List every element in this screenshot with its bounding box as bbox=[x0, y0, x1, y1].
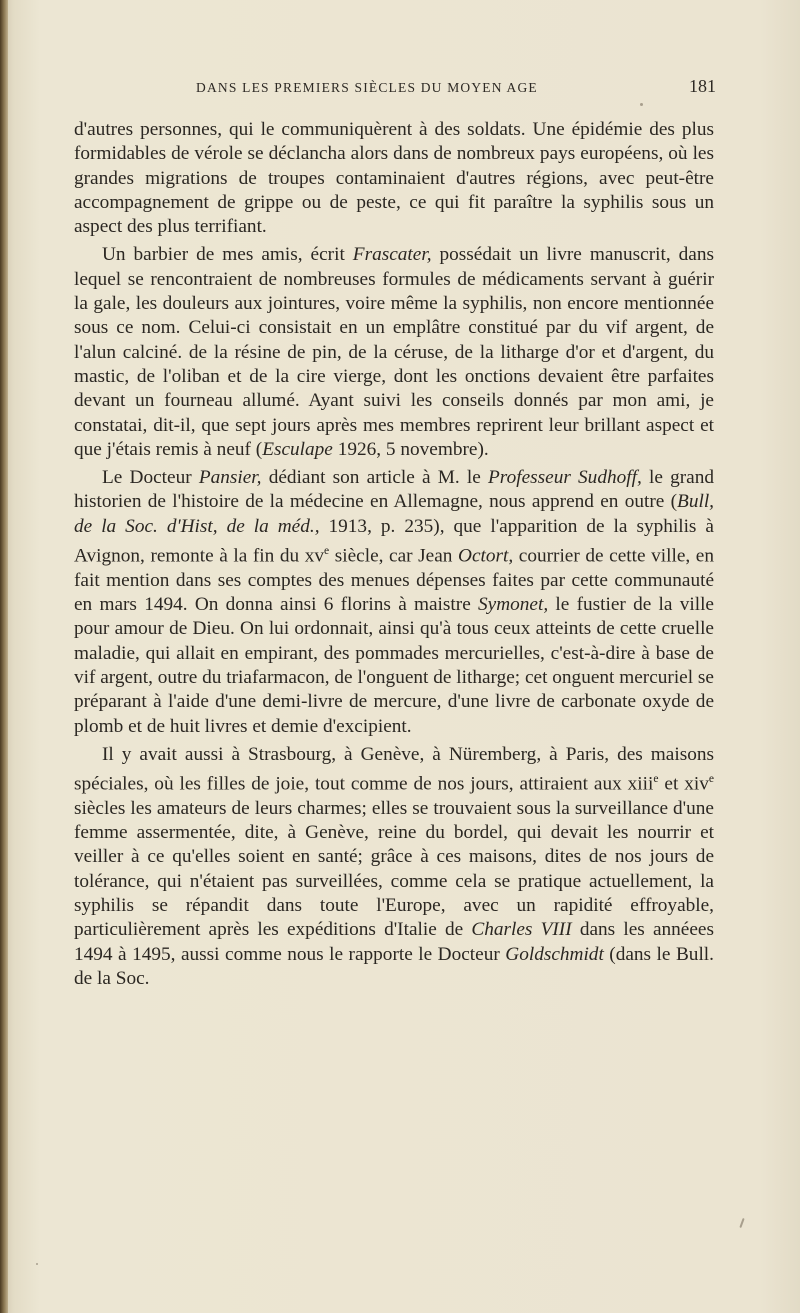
text-run: Un barbier de mes amis, écrit bbox=[102, 244, 353, 266]
superscript-run: e bbox=[653, 772, 659, 786]
text-run: dans les annéees 1494 à 1495, aussi comme nous le rapporte le Docteur bbox=[74, 919, 714, 965]
running-head bbox=[196, 76, 716, 98]
body-text bbox=[74, 118, 714, 991]
italic-run: Octort, bbox=[458, 545, 514, 567]
text-run: possédait un livre manuscrit, dans lequel se rencontraient de nombreuses formules de médicaments servant à guérir la gale, les douleurs aux jointures, voire même la syphilis, non encore mentionnée sous ce nom. Celui-ci consistait en un emplâtre constitué par du vif argent, de l'alun calciné. de la résine de pin, de la céruse, de la litharge d'or et d'argent, du mastic, de l'oliban et de la cire vierge, dont les onctions devaient être parfaites devant un fourneau allumé. Ayant suivi les conseils donnés par mon ami, je constatai, dit-il, que sept jours après mes membres reprirent leur brillant aspect et que j'étais remis à neuf ( bbox=[74, 244, 715, 460]
paragraph bbox=[74, 243, 714, 462]
italic-run: Esculape bbox=[262, 438, 333, 460]
text-run: siècles les amateurs de leurs charmes; elles se trouvaient sous la surveillance d'une femme assermentée, dite, à Genève, reine du bordel, qui devait les nourrir et veiller à ce qu'elles soient en santé; grâce à ces maisons, dites de nos jours de tolérance, qui n'étaient pas surveillées, comme cela se pratique actuellement, la syphilis se répandit dans toute l'Europe, avec un rapidité effroyable, particulièrement après les expéditions d'Italie de bbox=[74, 797, 714, 941]
italic-run: Goldschmidt bbox=[505, 943, 604, 965]
italic-run: Charles VIII bbox=[471, 919, 572, 941]
paper-speck bbox=[640, 103, 643, 106]
text-run: 1913, p. 235), que l'apparition de la syphilis à Avignon, remonte à la fin du xv bbox=[74, 515, 714, 567]
superscript-run: e bbox=[708, 772, 714, 786]
text-run: courrier de cette ville, en fait mention dans ses comptes des menues dépenses faites par cette communauté en mars 1494. On donna ainsi 6 florins à maistre bbox=[74, 545, 715, 616]
text-run: 1926, 5 novembre). bbox=[332, 438, 489, 460]
text-run: Il y avait aussi à Strasbourg, à Genève, à Nüremberg, à Paris, des maisons spéciales, où les filles de joie, tout comme de nos jours, attiraient aux xiii bbox=[74, 743, 714, 795]
paragraph bbox=[74, 118, 714, 239]
paragraph bbox=[74, 466, 714, 739]
text-run: le fustier de la ville pour amour de Dieu. On lui ordonnait, ainsi qu'à tous ceux atteints de cette cruelle maladie, qui allait en empirant, des pommades mercurielles, c'est-à-dire à base de vif argent, outre du triafarmacon, de l'onguent de litharge; cet onguent mercuriel se préparant à l'aide d'une demi-livre de mercure, d'une livre de carbonate oxyde de plomb et de huit livres et demie d'excipient. bbox=[74, 594, 714, 737]
book-binding-edge bbox=[0, 0, 8, 1313]
paper-speck bbox=[36, 1263, 38, 1265]
italic-run: Pansier, bbox=[198, 467, 262, 489]
running-title: DANS LES PREMIERS SIÈCLES DU MOYEN AGE bbox=[196, 80, 538, 95]
italic-run: Professeur Sudhoff, bbox=[488, 467, 642, 489]
superscript-run: e bbox=[324, 544, 330, 558]
text-run: dédiant son article à M. le bbox=[261, 467, 489, 489]
text-run: le grand historien de l'histoire de la médecine en Allemagne, nous apprend en outre ( bbox=[74, 467, 714, 513]
text-run: (dans le Bull. de la Soc. bbox=[74, 943, 714, 989]
italic-run: Symonet, bbox=[478, 594, 549, 616]
page-number: 181 bbox=[689, 76, 716, 96]
text-run: et xiv bbox=[658, 773, 709, 795]
text-run: d'autres personnes, qui le communiquèrent à des soldats. Une épidémie des plus formidables de vérole se déclancha alors dans de nombreux pays européens, où les grandes migrations de troupes contaminaient d'autres régions, avec peut-être accompagnement de grippe ou de peste, ce qui fit paraître la syphilis sous un aspect des plus terrifiant. bbox=[74, 119, 714, 238]
text-run: Le Docteur bbox=[102, 467, 199, 489]
paper-speck bbox=[739, 1218, 744, 1228]
italic-run: Bull, de la Soc. d'Hist, de la méd., bbox=[74, 491, 714, 537]
text-run: siècle, car Jean bbox=[329, 545, 459, 567]
italic-run: Frascater, bbox=[352, 244, 432, 266]
paragraph bbox=[74, 743, 714, 991]
